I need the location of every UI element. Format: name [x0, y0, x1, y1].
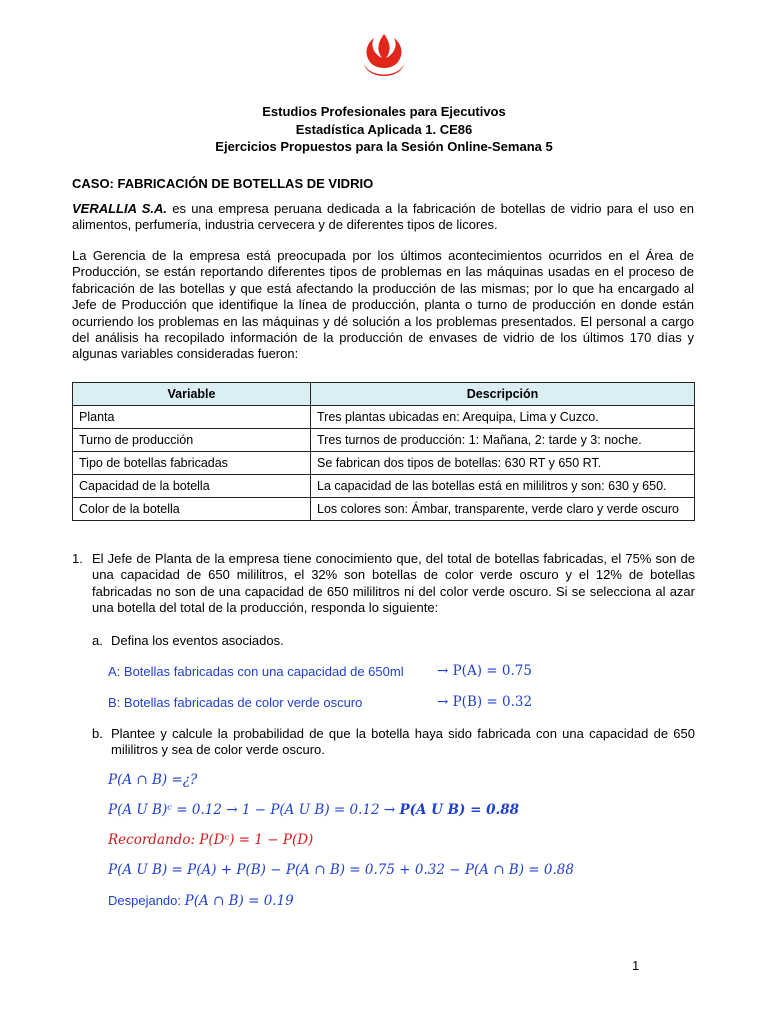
equation-intersection: P(A ∩ B) =¿? — [108, 772, 198, 788]
event-a: A: Botellas fabricadas con una capacidad de 650ml — [108, 664, 404, 679]
part-a-letter: a. — [92, 633, 103, 648]
table-row — [73, 475, 695, 498]
part-b-text: Plantee y calcule la probabilidad de que la botella haya sido fabricada con una capacidad de 650 mililitros y sea de color verde oscuro. — [111, 726, 695, 758]
case-paragraph: La Gerencia de la empresa está preocupada por los últimos acontecimientos ocurridos en el Área de Producción, se están reportando diferentes tipos de problemas en las máquinas usadas en el proceso de fabricación de las botellas y que está afectando la producción de las mismas; por lo que ha encargado al Jefe de Producción que identifique la línea de producción, planta o turno de producción en donde están ocurriendo los problemas en las máquinas y dé solución a los problemas presentados. El personal a cargo del análisis ha recopilado información de la producción de envases de vidrio de los últimos 170 días y algunas variables consideradas fueron: — [72, 248, 694, 362]
header-variable: Variable — [73, 383, 311, 406]
table-cell: La capacidad de las botellas está en mililitros y son: 630 y 650. — [311, 475, 695, 498]
table-cell: Tipo de botellas fabricadas — [73, 452, 311, 475]
case-intro — [72, 201, 694, 234]
table-cell: Tres plantas ubicadas en: Arequipa, Lima y Cuzco. — [311, 406, 695, 429]
table-row — [73, 498, 695, 521]
question-number: 1. — [72, 551, 83, 566]
university-logo — [356, 30, 412, 86]
equation-reminder: Recordando: P(Dᶜ) = 1 − P(D) — [108, 832, 314, 848]
table-header-row — [73, 383, 695, 406]
question-text: El Jefe de Planta de la empresa tiene conocimiento que, del total de botellas fabricadas, el 75% son de una capacidad de 650 mililitros, el 32% son botellas de color verde oscuro y el 12% de botellas fabricadas no son de una capacidad de 650 mililitros ni del color verde oscuro. Si se selecciona al azar una botella del total de la producción, responda lo siguiente: — [92, 551, 695, 616]
page-number: 1 — [632, 958, 640, 973]
company-name: VERALLIA S.A. — [72, 201, 168, 216]
case-title: CASO: FABRICACIÓN DE BOTELLAS DE VIDRIO — [72, 176, 374, 191]
equation-solution — [108, 893, 294, 909]
equation-complement — [108, 802, 519, 818]
table-row — [73, 406, 695, 429]
table-row — [73, 452, 695, 475]
table-row — [73, 429, 695, 452]
table-cell: Se fabrican dos tipos de botellas: 630 RT y 650 RT. — [311, 452, 695, 475]
solution-label: Despejando: — [108, 893, 185, 908]
header-session: Ejercicios Propuestos para la Sesión Online-Semana 5 — [215, 139, 553, 154]
header-course: Estadística Aplicada 1. CE86 — [295, 122, 473, 137]
equation-union-result: P(A U B) = 0.88 — [399, 802, 520, 818]
table-cell: Los colores son: Ámbar, transparente, verde claro y verde oscuro — [311, 498, 695, 521]
table-cell: Color de la botella — [73, 498, 311, 521]
variables-table — [72, 382, 695, 521]
table-cell: Capacidad de la botella — [73, 475, 311, 498]
header-program: Estudios Profesionales para Ejecutivos — [262, 104, 506, 119]
part-a-text: Defina los eventos asociados. — [111, 633, 284, 648]
event-b-probability: → P(B) = 0.32 — [437, 694, 533, 710]
intro-text: es una empresa peruana dedicada a la fabricación de botellas de vidrio para el uso en alimentos, perfumería, industria cervecera y de diferentes tipos de licores. — [72, 201, 694, 233]
event-b: B: Botellas fabricadas de color verde oscuro — [108, 695, 363, 710]
solution-value: P(A ∩ B) = 0.19 — [184, 893, 294, 909]
part-b-letter: b. — [92, 726, 103, 741]
event-a-probability: → P(A) = 0.75 — [437, 663, 532, 679]
header-description: Descripción — [311, 383, 695, 406]
equation-addition-rule: P(A U B) = P(A) + P(B) − P(A ∩ B) = 0.75 + 0.32 − P(A ∩ B) = 0.88 — [108, 862, 574, 878]
table-cell: Planta — [73, 406, 311, 429]
equation-complement-main: P(A U B)ᶜ = 0.12 → 1 − P(A U B) = 0.12 → — [108, 802, 400, 818]
table-cell: Tres turnos de producción: 1: Mañana, 2: tarde y 3: noche. — [311, 429, 695, 452]
table-cell: Turno de producción — [73, 429, 311, 452]
